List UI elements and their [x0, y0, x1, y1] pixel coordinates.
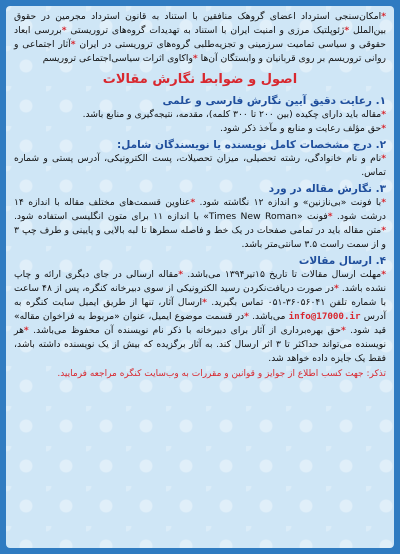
section-item: در صورت دریافت‌نکردن رسید الکترونیکی از سوی دبیرخانه کنگره، پس از ۴۸ ساعت با شماره تلفن ۳۶۰۵۶۰۴۱-۰۵۱ تماس بگیرید. — [14, 283, 387, 308]
intro-item: بررسی ابعاد حقوقی و سیاسی تمامیت سرزمینی و تجزیه‌طلبی گروه‌های تروریستی در ایران — [14, 25, 386, 50]
section-title: ۳. نگارش مقاله در ورد — [268, 183, 386, 195]
intro-item: آثار اجتماعی و روانی تروریسم بر روی قربانیان و وابستگان آن‌ها — [14, 39, 386, 64]
section-body — [14, 196, 386, 252]
section-item: حق مؤلف رعایت و منابع و مآخذ ذکر شود. — [220, 123, 382, 134]
section-item: فونت «Times New Roman» با اندازه ۱۱ برای متون انگلیسی استفاده شود. — [14, 211, 328, 222]
bullet-star-icon: * — [340, 325, 346, 336]
bullet-star-icon: * — [202, 297, 207, 308]
section-title: ۲. درج مشخصات کامل نویسنده یا نویسندگان شامل: — [117, 139, 386, 151]
bullet-star-icon: * — [344, 25, 350, 36]
bullet-star-icon: * — [178, 269, 184, 280]
bullet-star-icon: * — [333, 283, 339, 294]
section-item: در قسمت موضوع ایمیل، عنوان «مربوط به فراخوان مقاله» قید شود. — [14, 311, 387, 336]
intro-item: واکاوی اثرات سیاسی‌اجتماعی تروریسم — [42, 53, 193, 64]
bullet-star-icon: * — [190, 197, 196, 208]
section-item: ارسال آثار، تنها از طریق ایمیل سایت کنگره به آدرس — [14, 297, 387, 322]
section-item-suffix: می‌باشد. — [252, 311, 286, 322]
bullet-star-icon: * — [381, 269, 386, 280]
intro-block — [14, 10, 386, 66]
bullet-star-icon: * — [70, 39, 76, 50]
section-body — [14, 268, 386, 366]
main-heading: اصول و ضوابط نگارش مقالات — [102, 72, 298, 87]
section-title: ۱. رعایت دقیق آیین نگارش فارسی و علمی — [162, 95, 386, 107]
bullet-star-icon: * — [381, 153, 386, 164]
bullet-star-icon: * — [381, 109, 386, 120]
bullet-star-icon: * — [192, 53, 198, 64]
section-item: با فونت «بی‌نازنین» و اندازه ۱۲ نگاشته شود. — [199, 197, 382, 208]
bullet-star-icon: * — [327, 211, 333, 222]
footer-note: تذکر: جهت کسب اطلاع از جوایز و قوانین و مقررات به وب‌سایت کنگره مراجعه فرمایید. — [57, 369, 386, 379]
section-item: متن مقاله باید در تمامی صفحات در یک خط و فاصله سطرها تا لبه بالایی و پایینی و طرف چپ ۳ و از سمت راست ۳.۵ سانتی‌متر باشد. — [14, 225, 386, 250]
bullet-star-icon: * — [23, 325, 29, 336]
section-item: حق بهره‌برداری از آثار برای دبیرخانه با ذکر نام نویسنده آن محفوظ می‌باشد. — [33, 325, 341, 336]
bullet-star-icon: * — [381, 123, 386, 134]
bullet-star-icon: * — [381, 197, 387, 208]
bullet-star-icon: * — [381, 225, 386, 236]
intro-item: امکان‌سنجی استرداد اعضای گروهک منافقین با استناد به قانون استرداد مجرمین در حقوق بین‌الملل — [14, 11, 387, 36]
section-item: عناوین قسمت‌های مختلف مقاله با اندازه ۱۴ درشت شود. — [14, 197, 387, 222]
intro-item: ژئوپلتیک مرزی و امنیت ایران با استناد به تهدیدات گروه‌های تروریستی — [70, 25, 345, 36]
bullet-star-icon: * — [244, 311, 249, 322]
call-for-papers-page — [6, 6, 394, 548]
section-item: مقاله باید دارای چکیده (بین ۲۰۰ تا ۳۰۰ کلمه)، مقدمه، نتیجه‌گیری و منابع باشد. — [82, 109, 382, 120]
section-item: نام و نام خانوادگی، رشته تحصیلی، میزان تحصیلات، پست الکترونیکی، آدرس پستی و شماره تماس. — [14, 153, 386, 178]
contact-email-link[interactable]: info@17000.ir — [288, 311, 361, 322]
section-item: مهلت ارسال مقالات تا تاریخ ۱۵تیر۱۳۹۴ می‌باشد. — [187, 269, 382, 280]
section-title: ۴. ارسال مقالات — [298, 255, 386, 267]
section-item: هر نویسنده می‌تواند حداکثر تا ۳ اثر ارسال کند. به آثار برگزیده که بیش از یک نویسنده داشته باشد، فقط یک جایزه داده خواهد شد. — [14, 325, 387, 364]
bullet-star-icon: * — [381, 11, 386, 22]
section-body — [14, 152, 386, 180]
bullet-star-icon: * — [61, 25, 67, 36]
section-body — [14, 108, 386, 136]
section-item: مقاله ارسالی در جای دیگری ارائه و چاپ نشده باشد. — [14, 269, 387, 294]
